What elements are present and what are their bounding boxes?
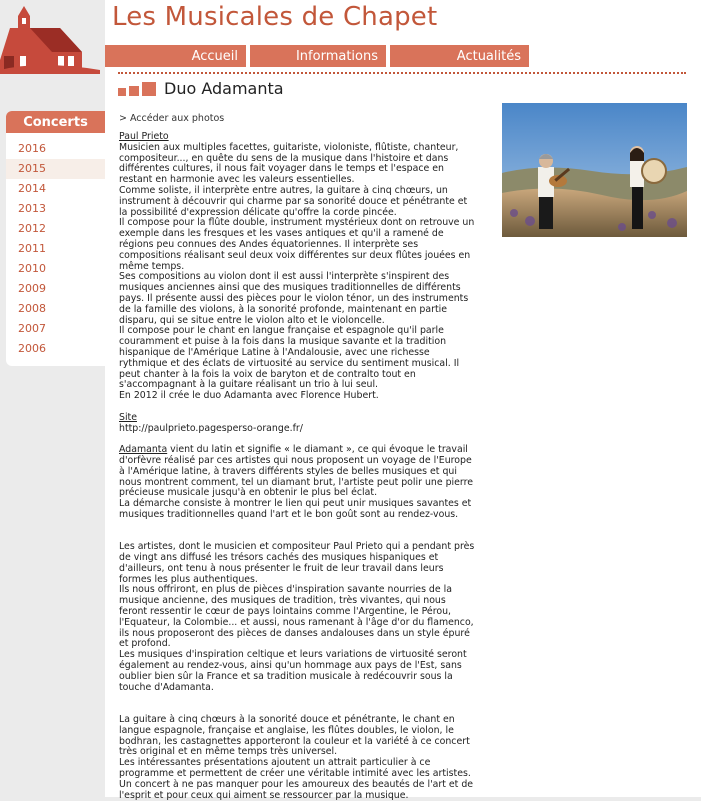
header-divider: [118, 72, 686, 74]
sidebar-year-2008[interactable]: 2008: [18, 302, 46, 315]
sidebar-year-2014[interactable]: 2014: [18, 182, 46, 195]
square-icon-medium: [129, 86, 139, 96]
sidebar-title: Concerts: [6, 111, 105, 133]
paragraph: Ils nous offriront, en plus de pièces d'inspiration savante nourries de la musique ancienne, des musiques de tradition, très vivantes, qui nous feront ressentir le cœur de pays lointains comme l'Argentine, le Pérou, l'Equateur, la Colombie... et aussi, nous ramenant à l'âge d'or du flamenco, ils nous proposeront des pièces de danses andalouses dans un style épuré et profond.: [119, 584, 474, 650]
sidebar-year-2015[interactable]: 2015: [6, 159, 105, 179]
nav-accueil[interactable]: Accueil: [105, 45, 246, 67]
church-logo-icon[interactable]: [0, 0, 100, 74]
bio-line: En 2012 il crée le duo Adamanta avec Florence Hubert.: [119, 390, 379, 402]
adamanta-line: La démarche consiste à montrer le lien qui peut unir musiques savantes et musiques traditionnelles quand l'art et le bon goût sont au rendez-vous.: [119, 498, 472, 520]
adamanta-intro-text: vient du latin et signifie « le diamant », ce qui évoque le travail d'orfèvre réalisé par ces artistes qui nous proposent un voyage de l'Europe à l'Amérique latine, à travers différents styles de belles musiques et qui nous montrent comment, tel un diamant brut, l'artiste peut polir une pierre précieuse musicale jusqu'à en obtenir le plus bel éclat.: [119, 444, 474, 499]
sidebar-year-2013[interactable]: 2013: [18, 202, 46, 215]
paragraph: Les intéressantes présentations ajoutent un attrait particulier à ce programme et permettent de créer une véritable intimité avec les artistes.: [119, 757, 471, 780]
duo-photo: [502, 103, 687, 237]
paragraph: Les musiques d'inspiration celtique et leurs variations de virtuosité seront également au rendez-vous, ainsi qu'un hommage aux pays de l'Est, sans oublier bien sûr la France et sa tradition musicale à redécouvrir sous la touche d'Adamanta.: [119, 649, 467, 693]
sidebar-year-2006[interactable]: 2006: [18, 342, 46, 355]
sidebar-year-2016[interactable]: 2016: [18, 142, 46, 155]
photos-link[interactable]: > Accéder aux photos: [119, 113, 225, 124]
paragraph: Un concert à ne pas manquer pour les amoureux des beautés de l'art et de l'esprit et pour ceux qui aiment se ressourcer par la musique.: [119, 778, 474, 801]
square-icon-large: [142, 82, 156, 96]
bio-line: Il compose pour la flûte double, instrument mystérieux dont on retrouve un exemple dans les fresques et les vases antiques et qu'il a ramené de régions peu connues des Andes équatoriennes. Il interprète ses compositions réalisant seul deux voix différentes sur deux flûtes jouées en même temps.: [119, 217, 475, 272]
bio-line: Comme soliste, il interprète entre autres, la guitare à cinq chœurs, un instrument à découvrir qui charme par sa sonorité douce et pénétrante et la possibilité d'expression délicate qu'offre la corde pincée.: [119, 184, 468, 218]
site-label: Site: [119, 411, 137, 423]
sidebar-year-2011[interactable]: 2011: [18, 242, 46, 255]
sidebar-year-2009[interactable]: 2009: [18, 282, 46, 295]
page-heading: [118, 79, 284, 98]
top-nav: [105, 45, 529, 67]
paragraph: La guitare à cinq chœurs à la sonorité douce et pénétrante, le chant en langue espagnole, française et anglaise, les flûtes doubles, le violon, le bodhran, les castagnettes apporteront la couleur et la variété à ce concert très original et en même temps très universel.: [119, 714, 470, 758]
square-icon-small: [118, 88, 126, 96]
bio-line: Il compose pour le chant en langue française et espagnole qu'il parle couramment et puise à la fois dans la musique savante et la tradition hispanique de l'Amérique Latine à l'Andalousie, avec une richesse rythmique et des éclats de virtuosité au service du sentiment musical. Il peut chanter à la fois la voix de baryton et de contralto tout en s'accompagnant à la guitare réalisant un trio à lui seul.: [119, 325, 460, 391]
sidebar-year-2012[interactable]: 2012: [18, 222, 46, 235]
site-url[interactable]: http://paulprieto.pagesperso-orange.fr/: [119, 422, 303, 434]
adamanta-intro: [119, 445, 475, 499]
nav-informations[interactable]: Informations: [250, 45, 386, 67]
site-title[interactable]: Les Musicales de Chapet: [112, 2, 438, 32]
artist-name: Paul Prieto: [119, 131, 169, 142]
sidebar-year-2007[interactable]: 2007: [18, 322, 46, 335]
bio-line: Ses compositions au violon dont il est aussi l'interprète s'inspirent des musiques anciennes ainsi que des musiques traditionnelles de différents pays. Il présente aussi des pièces pour le violon ténor, un des instruments de la famille des violons, à la sonorité profonde, maintenant en partie disparu, qui se situe entre le violon alto et le violoncelle.: [119, 271, 469, 326]
paragraph: Les artistes, dont le musicien et compositeur Paul Prieto qui a pendant près de vingt ans diffusé les trésors cachés des musiques hispaniques et d'ailleurs, ont tenu à nous présenter le fruit de leur travail dans leurs formes les plus authentiques.: [119, 541, 475, 585]
concerts-sidebar: [6, 111, 105, 366]
page-title: Duo Adamanta: [164, 79, 284, 98]
sidebar-year-2010[interactable]: 2010: [18, 262, 46, 275]
nav-actualites[interactable]: Actualités: [390, 45, 529, 67]
adamanta-word: Adamanta: [119, 444, 168, 456]
article-content: [119, 132, 475, 801]
bio-line: Musicien aux multiples facettes, guitariste, violoniste, flûtiste, chanteur, compositeur..., en quête du sens de la musique dans l'histoire et dans différentes cultures, il nous fait voyager dans le temps et l'espace en restant en harmonie avec les valeurs essentielles.: [119, 141, 459, 186]
